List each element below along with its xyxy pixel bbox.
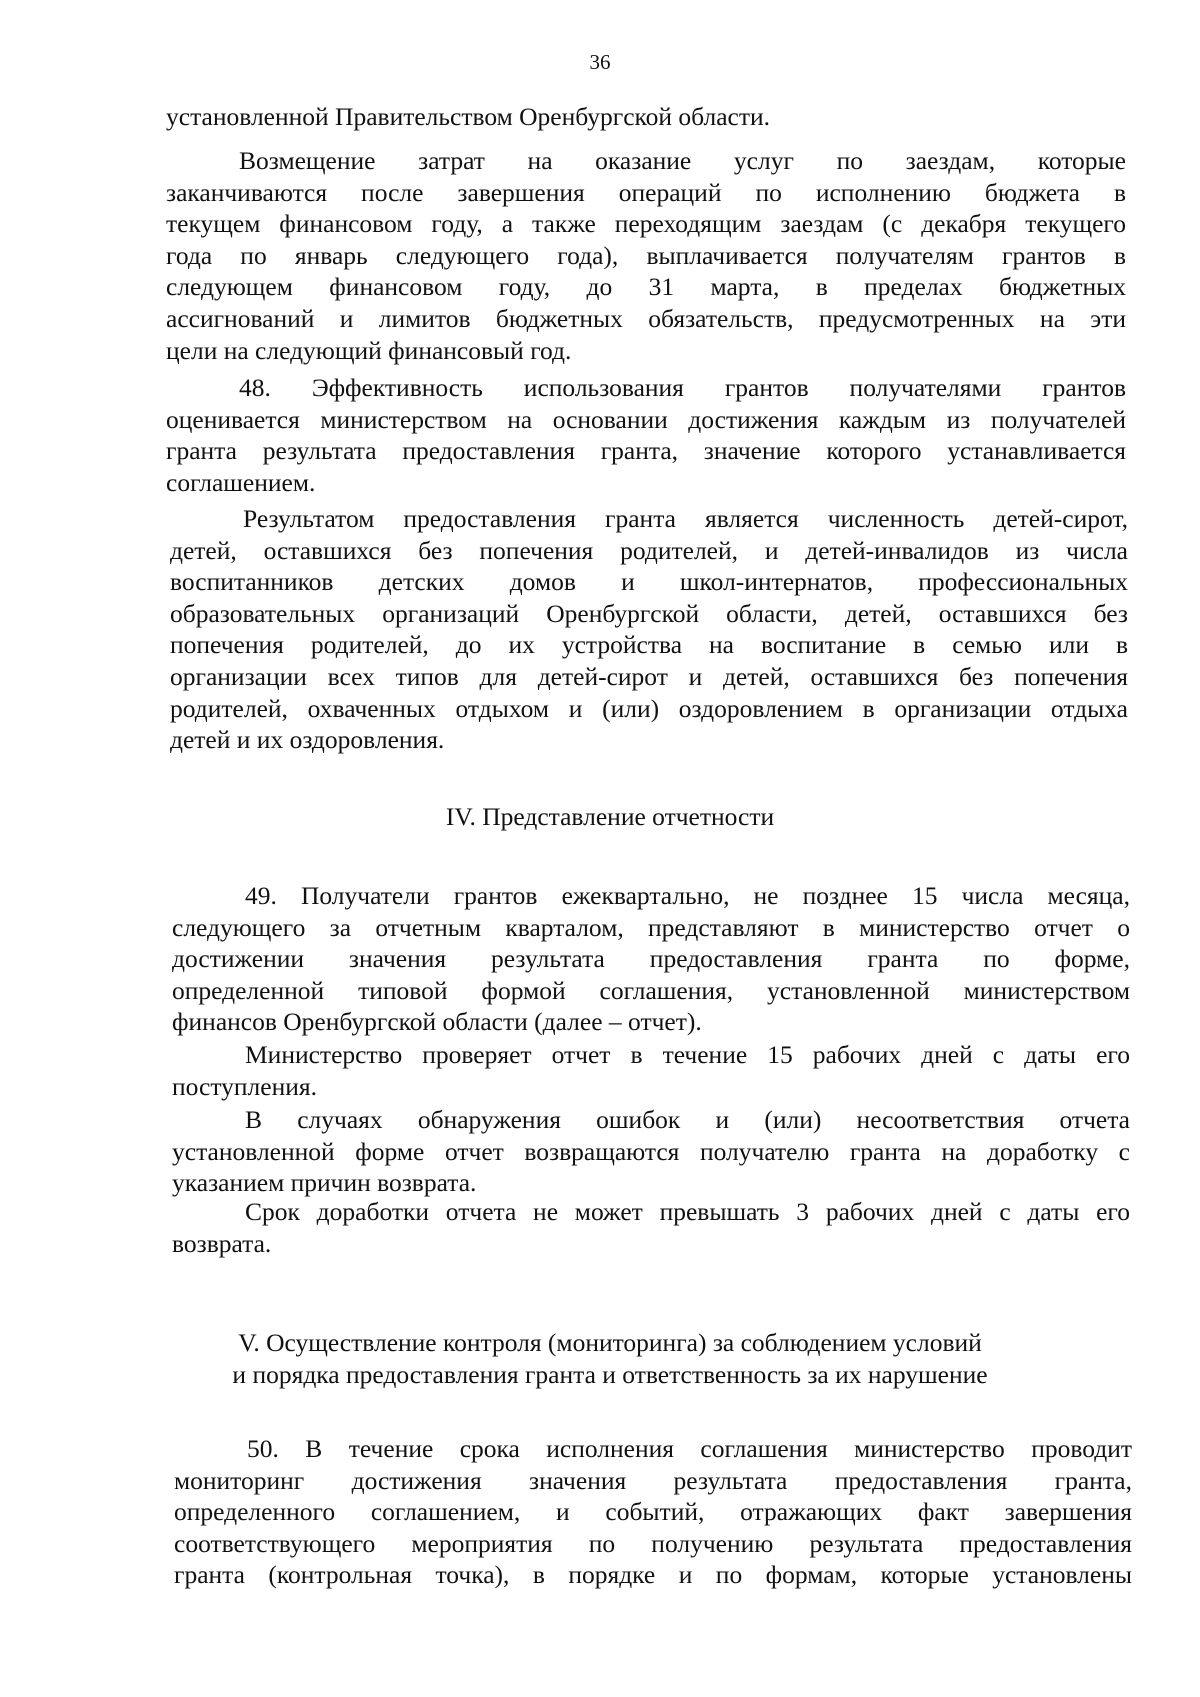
paragraph-clause-48 <box>166 372 1126 498</box>
text-line: года по январь следующего года), выплачивается получателям грантов в <box>166 240 1126 270</box>
text-line: Министерство проверяет отчет в течение 15 рабочих дней с даты его <box>245 1040 1130 1069</box>
text-line: гранта результата предоставления гранта, значение которого устанавливается <box>166 436 1126 466</box>
text-line: текущем финансовом году, а также переходящим заездам (с декабря текущего <box>166 209 1126 239</box>
text-line: определенной типовой формой соглашения, установленной министерством <box>172 975 1130 1005</box>
text-line: поступления. <box>172 1071 317 1101</box>
paragraph-continuation <box>166 101 1126 133</box>
text-line: возврата. <box>172 1228 272 1258</box>
text-line: 48. Эффективность использования грантов получателями грантов <box>239 373 1126 402</box>
text-line: следующего за отчетным кварталом, представляют в министерство отчет о <box>172 912 1130 942</box>
text-line: соглашением. <box>166 467 316 497</box>
text-line: достижении значения результата предоставления гранта по форме, <box>172 944 1130 974</box>
text-line: определенного соглашением, и событий, отражающих факт завершения <box>174 1497 1132 1527</box>
text-line: указанием причин возврата. <box>172 1168 477 1198</box>
heading-line: V. Осуществление контроля (мониторинга) за соблюдением условий <box>238 1328 982 1357</box>
text-line: 49. Получатели грантов ежеквартально, не позднее 15 числа месяца, <box>245 881 1130 910</box>
text-line: Срок доработки отчета не может превышать 3 рабочих дней с даты его <box>245 1197 1130 1226</box>
heading-line: и порядка предоставления гранта и ответственность за их нарушение <box>232 1359 988 1389</box>
paragraph-report-check <box>172 1039 1130 1102</box>
paragraph-revision-deadline <box>172 1196 1130 1259</box>
text-line: В случаях обнаружения ошибок и (или) несоответствия отчета <box>245 1105 1130 1134</box>
paragraph-report-errors <box>172 1104 1130 1199</box>
text-line: Результатом предоставления гранта является численность детей-сирот, <box>243 504 1128 533</box>
text-line: гранта (контрольная точка), в порядке и по формам, которые установлены <box>174 1560 1132 1590</box>
paragraph-reimbursement <box>166 145 1126 366</box>
text-line: оценивается министерством на основании достижения каждым из получателей <box>166 404 1126 434</box>
text-line: установленной форме отчет возвращаются получателю гранта на доработку с <box>172 1136 1130 1166</box>
text-line: Возмещение затрат на оказание услуг по заездам, которые <box>239 146 1126 175</box>
text-line: родителей, охваченных отдыхом и (или) оздоровлением в организации отдыха <box>170 693 1128 723</box>
page-number: 36 <box>589 50 611 74</box>
text-line: 50. В течение срока исполнения соглашения министерство проводит <box>247 1434 1132 1463</box>
paragraph-clause-49 <box>172 880 1130 1038</box>
text-line: детей, оставшихся без попечения родителей, и детей-инвалидов из числа <box>170 535 1128 565</box>
text-line: образовательных организаций Оренбургской области, детей, оставшихся без <box>170 598 1128 628</box>
text-line: мониторинг достижения значения результата предоставления гранта, <box>174 1465 1132 1495</box>
heading-line: IV. Представление отчетности <box>445 802 775 831</box>
paragraph-clause-50 <box>174 1433 1132 1591</box>
section-heading-iv <box>0 801 1200 833</box>
text-line: соответствующего мероприятия по получению результата предоставления <box>174 1528 1132 1558</box>
paragraph-grant-result <box>170 503 1128 756</box>
text-line: попечения родителей, до их устройства на воспитание в семью или в <box>170 630 1128 660</box>
text-line: организации всех типов для детей-сирот и детей, оставшихся без попечения <box>170 661 1128 691</box>
text-line: следующем финансовом году, до 31 марта, в пределах бюджетных <box>166 272 1126 302</box>
text-line: финансов Оренбургской области (далее – отчет). <box>172 1007 702 1037</box>
text-line: воспитанников детских домов и школ-интернатов, профессиональных <box>170 567 1128 597</box>
section-heading-v <box>0 1327 1200 1390</box>
text-line: цели на следующий финансовый год. <box>166 335 572 365</box>
text-line: заканчиваются после завершения операций по исполнению бюджета в <box>166 177 1126 207</box>
text-line: ассигнований и лимитов бюджетных обязательств, предусмотренных на эти <box>166 303 1126 333</box>
text-line: установленной Правительством Оренбургской области. <box>166 102 771 131</box>
text-line: детей и их оздоровления. <box>170 725 445 755</box>
